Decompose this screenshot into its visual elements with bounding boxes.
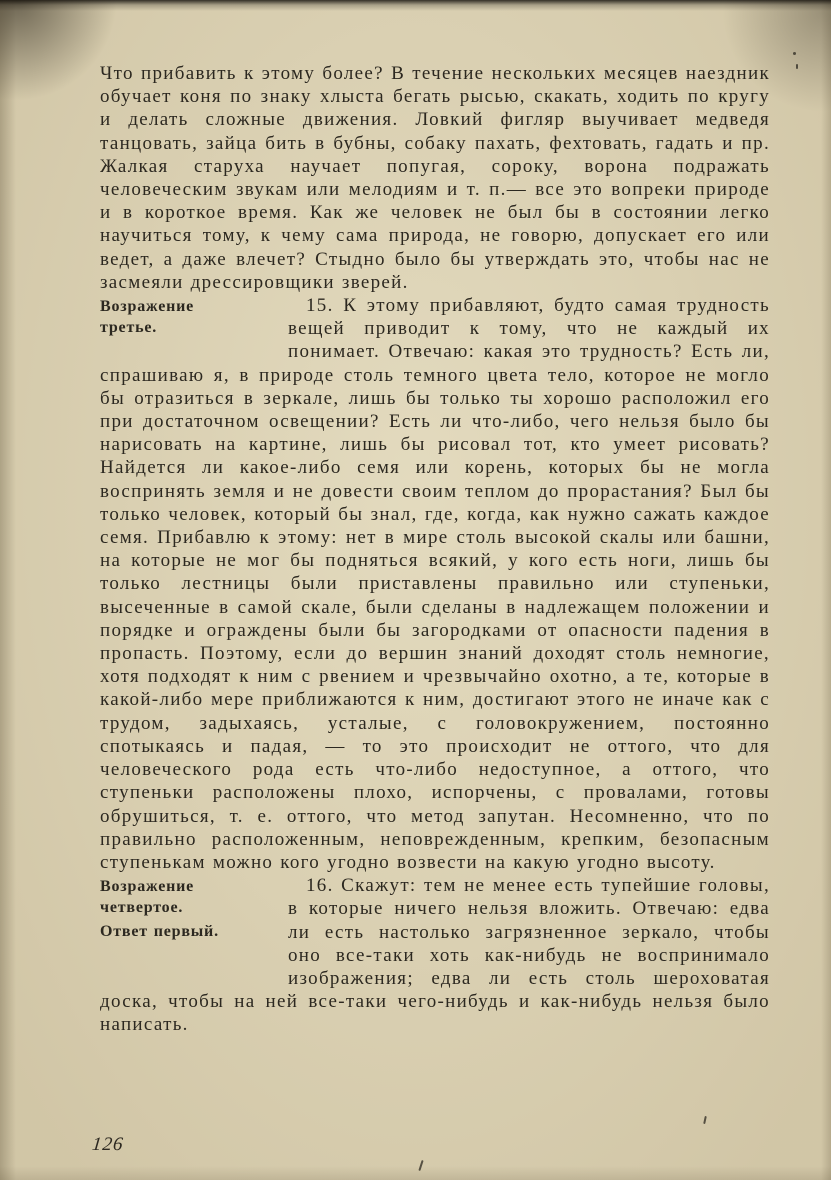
paragraph-16 — [100, 874, 770, 1036]
margin-note-objection-fourth — [100, 874, 288, 968]
page-number: 126 — [90, 1134, 125, 1155]
paragraph-15 — [100, 294, 770, 874]
margin-note-objection-third: Возражение третье. — [100, 298, 195, 337]
margin-note-line-objection: Возражение четвертое. — [100, 878, 195, 917]
scan-mark — [703, 1116, 707, 1124]
scan-speck — [793, 52, 796, 55]
paragraph-16-text: 16. Скажут: тем не менее есть тупейшие головы, в которые ничего нельзя вложить. Отвечаю: едва ли есть настолько загрязненное зеркало, чтобы оно все-таки хоть как-нибудь не воспринимало изображения; едва ли есть столь шероховатая доска, чтобы на ней все-таки чего-нибудь и как-нибудь нельзя было написать. — [100, 875, 770, 1036]
margin-note-line-answer: Ответ первый. — [100, 923, 219, 941]
paragraph-continuation: Что прибавить к этому более? В течение нескольких месяцев наездник обучает коня по знаку хлыста бегать рысью, скакать, ходить по кругу и делать сложные движения. Ловкий фигляр выучивает медведя танцовать, зайца бить в бубны, собаку пахать, фехтовать, гадать и пр. Жалкая старуха научает попугая, сороку, ворона подражать человеческим звукам или мелодиям и т. п.— все это вопреки природе и в короткое время. Как же человек не был бы в состоянии легко научиться тому, к чему сама природа, не говорю, допускает его или ведет, а даже влечет? Стыдно было бы утверждать это, чтобы нас не засмеяли дрессировщики зверей. — [100, 63, 770, 293]
text-block — [100, 62, 770, 1037]
scan-mark — [418, 1160, 423, 1171]
scan-speck — [796, 64, 798, 69]
paragraph-15-text: 15. К этому прибавляют, будто самая трудность вещей приводит к тому, что не каждый их понимает. Отвечаю: какая это трудность? Есть ли, спрашиваю я, в природе столь темного цвета тело, которое не могло бы отразиться в зеркале, лишь бы только ты хорошо расположил его при достаточном освещении? Есть ли что-либо, чего нельзя было бы нарисовать на картине, лишь бы рисовал тот, кто умеет рисовать? Найдется ли какое-либо семя или корень, которых бы не могла воспринять земля и не довести своим теплом до прорастания? Был бы только человек, который бы знал, где, когда, как нужно сажать каждое семя. Прибавлю к этому: нет в мире столь высокой скалы или башни, на которые не мог бы подняться всякий, у кого есть ноги, лишь бы только лестницы были приставлены правильно или ступеньки, высеченные в самой скале, были сделаны в надлежащем положении и порядке и ограждены были бы загородками от опасности падения в пропасть. Поэтому, если до вершин знаний доходят столь немногие, хотя подходят к ним с рвением и чрезвычайно охотно, а те, которые в какой-либо мере приближаются к ним, достигают этого не иначе как с трудом, задыхаясь, усталые, с головокружением, постоянно спотыкаясь и падая, — то это происходит не оттого, что для человеческого рода есть что-либо недоступное, а оттого, что ступеньки расположены плохо, испорчены, с провалами, готовы обрушиться, т. е. оттого, что метод запутан. Несомненно, что по правильно расположенным, неповрежденным, крепким, безопасным ступенькам можно кого угодно возвести на какую угодно высоту. — [100, 295, 770, 873]
